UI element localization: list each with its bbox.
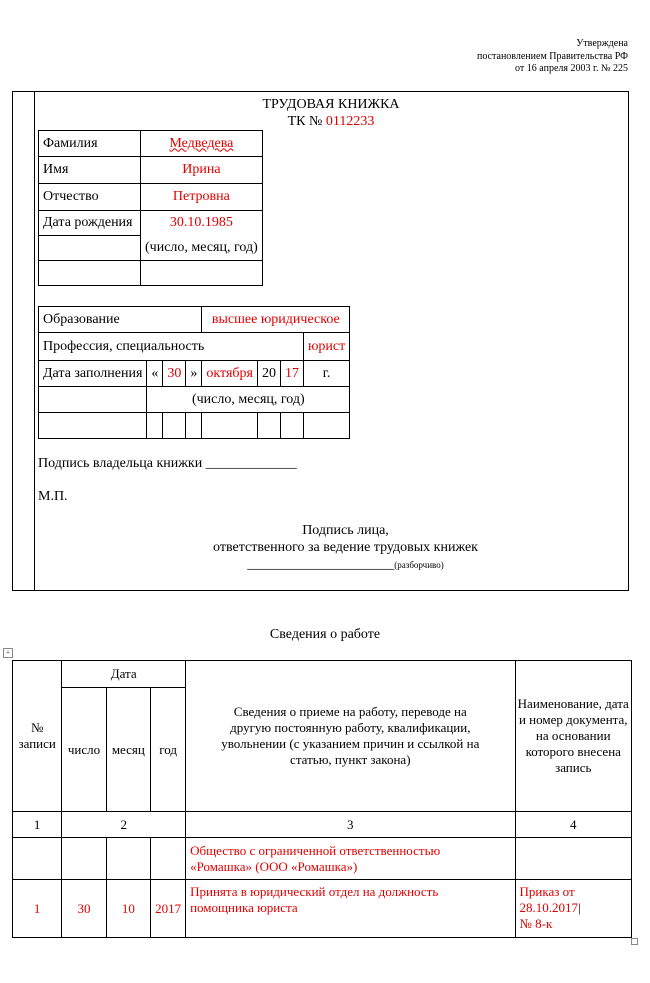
fill-date-hint: (число, месяц, год) [147, 387, 350, 413]
empty-cell [303, 413, 349, 439]
empty-cell [147, 413, 163, 439]
header-date: Дата [62, 661, 186, 688]
text-cursor: | [578, 900, 581, 915]
responsible-line-1: Подпись лица, [302, 523, 389, 538]
empty-cell [39, 387, 147, 413]
surname-text: Медведева [169, 135, 234, 151]
empty-cell [106, 838, 150, 880]
header-day: число [62, 688, 106, 812]
fill-day[interactable]: 30 [163, 361, 186, 387]
org-line-1: Общество с ограниченной ответственностью [190, 842, 441, 858]
surname-label: Фамилия [39, 131, 141, 157]
decipher-hint: (разборчиво) [394, 560, 444, 570]
signature-underline: _____________________ [247, 557, 395, 572]
empty-cell [186, 413, 202, 439]
owner-signature: Подпись владельца книжки _____________ [38, 456, 297, 471]
entry-num[interactable]: 1 [13, 880, 62, 938]
approval-line-3: от 16 апреля 2003 г. № 225 [515, 63, 628, 74]
profession-label: Профессия, специальность [39, 333, 304, 361]
empty-cell [13, 838, 62, 880]
entry-doc-date: 28.10.2017 [519, 900, 578, 915]
empty-cell [62, 838, 106, 880]
binding-margin-line [34, 92, 35, 590]
birth-value[interactable]: 30.10.1985 [141, 211, 263, 236]
approval-line-1: Утверждена [576, 38, 628, 49]
table-resize-handle[interactable] [631, 938, 638, 945]
entry-info-line-1: Принята в юридический отдел на должность [190, 884, 439, 899]
entry-info-line-2: помощника юриста [190, 900, 298, 915]
person-table [38, 130, 263, 286]
series-prefix: ТК № [287, 114, 323, 129]
responsible-line-3 [153, 556, 538, 574]
entry-doc[interactable] [515, 880, 632, 938]
document-title [34, 96, 628, 130]
birth-label: Дата рождения [39, 211, 141, 236]
fill-date-label: Дата заполнения [39, 361, 147, 387]
education-table [38, 306, 350, 439]
education-value[interactable]: высшее юридическое [202, 307, 350, 333]
empty-cell [39, 413, 147, 439]
empty-cell [202, 413, 258, 439]
entry-doc-line-3: № 8-к [519, 916, 553, 931]
work-table [12, 660, 632, 938]
approval-note [388, 38, 628, 76]
header-info: Сведения о приеме на работу, переводе на другую постоянную работу, квалификации, увольнении (с указанием причин и ссылкой на статью, пункт закона) [186, 661, 515, 812]
name-label: Имя [39, 157, 141, 184]
empty-cell [163, 413, 186, 439]
surname-value[interactable] [141, 131, 263, 157]
education-label: Образование [39, 307, 202, 333]
empty-cell [280, 413, 303, 439]
entry-doc-line-2 [520, 900, 630, 916]
approval-line-2: постановлением Правительства РФ [476, 50, 628, 62]
col-number-1: 1 [13, 812, 62, 838]
responsible-line-2: ответственного за ведение трудовых книжек [213, 540, 478, 555]
entry-day[interactable]: 30 [62, 880, 106, 938]
empty-cell [141, 261, 263, 286]
col-number-2: 2 [62, 812, 186, 838]
header-month: месяц [106, 688, 150, 812]
birth-date-hint: (число, месяц, год) [141, 236, 263, 261]
work-heading: Сведения о работе [269, 627, 381, 642]
header-doc: Наименование, дата и номер документа, на основании которого внесена запись [515, 661, 632, 812]
responsible-signature [153, 522, 538, 574]
workbook-title-page-frame [12, 91, 629, 591]
fill-century: 20 [257, 361, 280, 387]
entry-info[interactable] [186, 880, 515, 938]
title-series [34, 113, 628, 130]
col-number-4: 4 [515, 812, 632, 838]
quote-open: « [147, 361, 163, 387]
org-line-2: «Ромашка» (ООО «Ромашка») [190, 858, 358, 874]
empty-cell [257, 413, 280, 439]
move-handle-icon[interactable]: + [3, 648, 13, 658]
stamp-place: М.П. [38, 489, 68, 504]
empty-cell [39, 236, 141, 261]
title-main: ТРУДОВАЯ КНИЖКА [262, 97, 400, 112]
fill-year-suffix: г. [303, 361, 349, 387]
col-number-3: 3 [186, 812, 515, 838]
entry-year[interactable]: 2017 [151, 880, 186, 938]
entry-month[interactable]: 10 [106, 880, 150, 938]
entry-doc-line-1: Приказ от [519, 884, 575, 899]
patronymic-label: Отчество [39, 184, 141, 211]
empty-cell [39, 261, 141, 286]
patronymic-value[interactable]: Петровна [141, 184, 263, 211]
profession-value[interactable]: юрист [303, 333, 349, 361]
header-year: год [151, 688, 186, 812]
name-value[interactable]: Ирина [141, 157, 263, 184]
organization-name[interactable] [186, 838, 515, 880]
header-num: № записи [13, 661, 62, 812]
empty-cell [151, 838, 186, 880]
book-number: 0112233 [325, 114, 375, 129]
fill-year[interactable]: 17 [280, 361, 303, 387]
quote-close: » [186, 361, 202, 387]
fill-month[interactable]: октября [202, 361, 258, 387]
empty-cell [515, 838, 632, 880]
